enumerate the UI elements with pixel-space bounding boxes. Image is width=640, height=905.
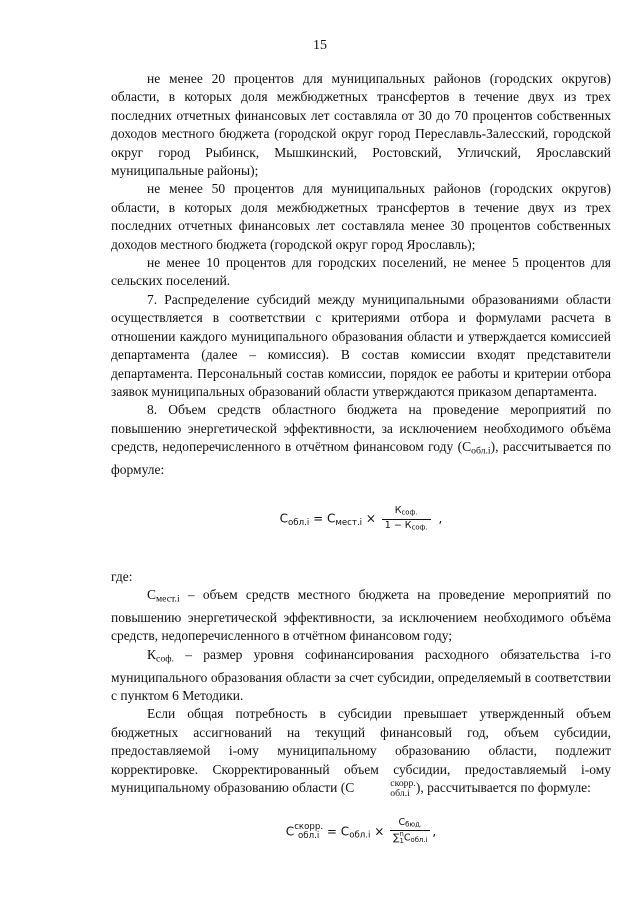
denominator-symbol: 1 − К <box>384 520 412 532</box>
page-number: 15 <box>313 38 327 53</box>
subscript: обл.i <box>390 787 410 799</box>
numerator-subscript: соф. <box>401 509 418 518</box>
formula-term-subscript: обл.i <box>349 830 371 841</box>
denominator-subscript: обл.i <box>410 836 428 845</box>
fraction-denominator <box>382 520 431 534</box>
formula-lhs-supsub <box>294 823 323 840</box>
definition-symbol: С <box>147 587 157 603</box>
definition-subscript: мест.i <box>156 593 180 605</box>
formula-corrected-subsidy <box>111 817 611 847</box>
formula-equals: = <box>309 512 327 527</box>
fraction-denominator <box>390 831 430 846</box>
denominator-symbol: С <box>403 832 411 844</box>
numerator-symbol: К <box>394 505 402 517</box>
definition-c-mest <box>111 586 611 646</box>
paragraph-8-subscript: обл.i <box>471 445 491 457</box>
paragraph-correction <box>111 705 611 798</box>
paragraph-correction-tail: ), рассчитывается по формуле: <box>415 780 591 796</box>
paragraph: не менее 50 процентов для муниципальных районов (городских округов) области, в которых доля межбюджетных трансфертов в течение двух из трех последних отчетных финансовых лет составляла менее 30 процентов собственных доходов местного бюджета (городской округ город Ярославль); <box>111 181 611 252</box>
denominator-subscript: соф. <box>411 523 428 532</box>
formula-fraction <box>390 817 430 847</box>
definition-k-sof <box>111 646 611 706</box>
paragraph: не менее 10 процентов для городских поселений, не менее 5 процентов для сельских поселений. <box>111 255 611 289</box>
formula-lhs-subscript: обл.i <box>288 518 310 529</box>
formula-equals: = <box>323 824 341 839</box>
paragraph-correction-text: Если общая потребность в субсидии превышает утвержденный объем бюджетных ассигнований на текущий финансовый год, объем субсидии, предоставляемой i-ому муниципальному образованию области, подлежит корректировке. Скорректированный объем субсидии, предоставляемый i-ому муниципальному образованию области (С <box>111 706 611 796</box>
where-label: где: <box>111 568 133 584</box>
fraction-numerator <box>390 817 430 832</box>
formula-term-subscript: мест.i <box>335 518 363 529</box>
definition-symbol: К <box>147 646 157 662</box>
paragraph-8-text: 8. Объем средств областного бюджета на проведение мероприятий по повышению энергетической эффективности, за исключением необходимого объёма средств, недоперечисленного в отчётном финансовом году (С <box>111 402 611 455</box>
definition-subscript: соф. <box>156 653 174 665</box>
sum-symbol: ∑ <box>393 832 400 844</box>
formula-end: , <box>438 512 443 527</box>
definition-text: – размер уровня софинансирования расходного обязательства i-го муниципального образования области за счет субсидии, определяемый в соответствии с пунктом 6 Методики. <box>111 646 611 704</box>
fraction-numerator <box>382 505 431 520</box>
document-body <box>111 70 611 846</box>
formula-lhs: С <box>279 512 289 527</box>
paragraph-correction-supsub <box>354 779 416 798</box>
formula-end: , <box>432 824 437 839</box>
numerator-subscript: бюд. <box>405 820 422 829</box>
paragraph-8 <box>111 401 611 479</box>
paragraph-8-tail: ), рассчитывается по формуле: <box>111 439 612 477</box>
formula-fraction <box>382 505 431 533</box>
formula-term: С <box>326 512 336 527</box>
formula-term: С <box>340 824 350 839</box>
superscript: скорр. <box>294 821 324 832</box>
formula-subsidy-volume <box>111 505 611 533</box>
sum-lower: 1 <box>399 837 404 846</box>
formula-times: × <box>370 824 389 839</box>
subscript: обл.i <box>298 830 320 841</box>
paragraph: не менее 20 процентов для муниципальных районов (городских округов) области, в которых доля межбюджетных трансфертов в течение двух из трех последних отчетных финансовых лет составляла от 30 до 70 процентов собственных доходов местного бюджета (городской округ город Переславль-Залесский, городской округ город Рыбинск, Мышкинский, Ростовский, Угличский, Ярославский муниципальные районы); <box>111 71 611 179</box>
numerator-symbol: С <box>398 816 406 828</box>
paragraph: 7. Распределение субсидий между муниципальными образованиями области осуществляется в соответствии с критериями отбора и формулами расчета в отношении каждого муниципального образования области и утверждается комиссией департамента (далее – комиссия). В состав комиссии входят представители департамента. Персональный состав комиссии, порядок ее работы и критерии отбора заявок муниципальных образований области утверждаются приказом департамента. <box>111 291 611 399</box>
definition-text: – объем средств местного бюджета на проведение мероприятий по повышению энергетической эффективности, за исключением необходимого объёма средств, недоперечисленного в отчётном финансовом году; <box>111 587 611 644</box>
superscript: скорр. <box>390 778 416 790</box>
formula-lhs: С <box>285 824 295 839</box>
sum-upper: n <box>399 830 404 839</box>
formula-times: × <box>362 512 380 527</box>
